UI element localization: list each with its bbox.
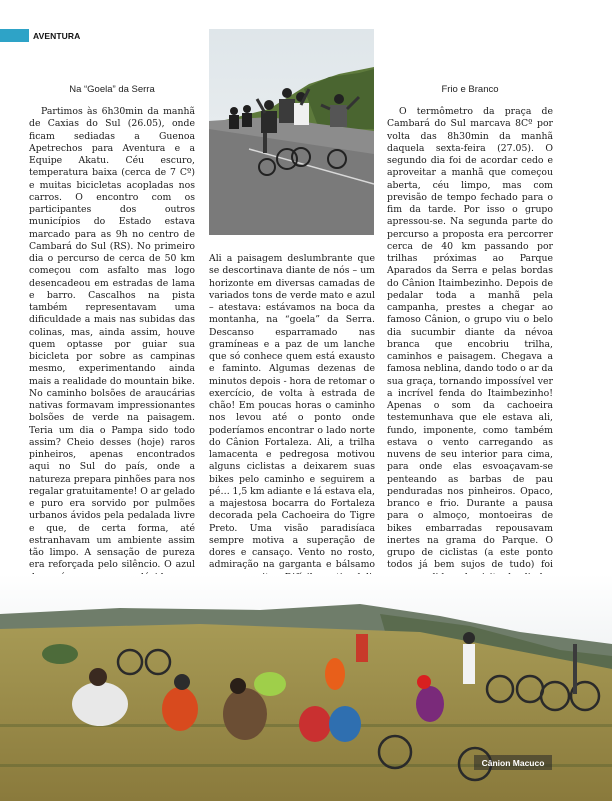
left-article-heading: Na “Goela” da Serra [69,84,155,95]
photo-caption: Cânion Macuco [474,755,552,770]
section-color-bar [0,29,29,42]
right-article-heading: Frio e Branco [441,84,499,95]
column-1-paragraph: Partimos às 6h30min da manhã de Caxias do Sul (26.05), onde ficam sediadas a Guenoa Apetrechos para Aventura e a Equipe Akatu. Céu escuro, temperatura baixa (cerca de 7 Cº) e muitas bicicletas acopladas nos carros. O encontro com os participantes dos outros municípios do Estado estava marcado para as 9h no centro de Cambará do Sul (RS). No primeiro dia o percurso de cerca de 50 km começou com asfalto mas logo desencadeou em estradas de lama e barro. Cascalhos na pista também representavam uma dificuldade a mais nas subidas das colinas, mas, ainda assim, houve quem optasse por guiar sua bicicleta por sobre as campinas mesmo, experimentando ainda mais a realidade do mountain bike. No caminho bolsões de araucárias nativas formavam impressionantes bolsões de verde na paisagem. Teria um dia o Pampa sido todo assim? Cheio desses (hoje) raros pinheiros, apenas encontrados aqui no Sul do país, onde a natureza prepara pinhões para nos regalar gratuitamente! O ar gelado e puro era sorvido por pulmões urbanos ávidos pela pedalada livre e que, de certa forma, até estranhavam um ambiente assim tão limpo. A sensação de pureza era reforçada pelo silêncio. O azul [29,106,195,571]
section-label: AVENTURA [33,30,81,41]
cyclists-road-photo [209,29,374,235]
column-3-paragraph: O termômetro da praça de Cambará do Sul marcava 8Cº por volta das 8h30min da manhã daquela sexta-feira (27.05). O segundo dia foi de acordar cedo e aproveitar a manhã que começou aberta, céu limpo, mas com previsão de tempo fechado para o fim da tarde. Por isso o grupo apressou-se. Na segunda parte do percurso a proposta era percorrer cerca de 40 km passando por trilhas próximas ao Parque Aparados da Serra e pelas bordas do Cânion Itaimbezinho. Depois de pedalar toda a manhã pela campanha, prestes a chegar ao famoso Cânion, o grupo viu o belo dia sucumbir diante da névoa branca que encobriu trilha, caminhos e paisagem. Chegava a famosa neblina, dando todo o ar da sua graça, tornando impossível ver a incrível fenda do Itaimbezinho! Apenas o som da cachoeira testemunhava que ele estava ali, fundo, imponente, como também estava o vento carregando as nuvens de seu interior para cima, para onde elas esvoaçavam-se penteando as barbas de pau penduradas nos pinheiros. Opaco, branco e frio. Durante a pausa para o almoço, montoeiras de bikes embarradas repousavam inertes na grama do Parque. O grupo de ciclistas (a este ponto todos já bem sujos de tudo) foi [387,106,553,571]
section-tag [0,29,80,42]
column-2-paragraph: Ali a paisagem deslumbrante que se descortinava diante de nós – um horizonte em diversas camadas de variados tons de verde mato e azul – atestava: estávamos na boca da montanha, na “goela” da Serra. Descanso esparramado nas gramíneas e a paz de um lanche que só conhece quem está exausto e faminto. Algumas dezenas de minutos depois - hora de retomar o exercício, de volta à estrada de chão! Em poucas horas o caminho nos levou até o ponto onde poderíamos encontrar o lado norte do Cânion Fortaleza. Ali, a trilha lamacenta e pedregosa motivou alguns ciclistas a deixarem suas bikes pelo caminho e seguirem a pé… 1,5 km adiante e lá estava ela, a majestosa bocarra do Fortaleza decorada pela Cachoeira do Tigre Preto. Uma visão paradisíaca sempre motiva a superação de dores e cansaço. Vento no rosto, admiração na garganta e bálsamo [209,253,375,571]
cyclists-road-illustration [209,29,374,235]
